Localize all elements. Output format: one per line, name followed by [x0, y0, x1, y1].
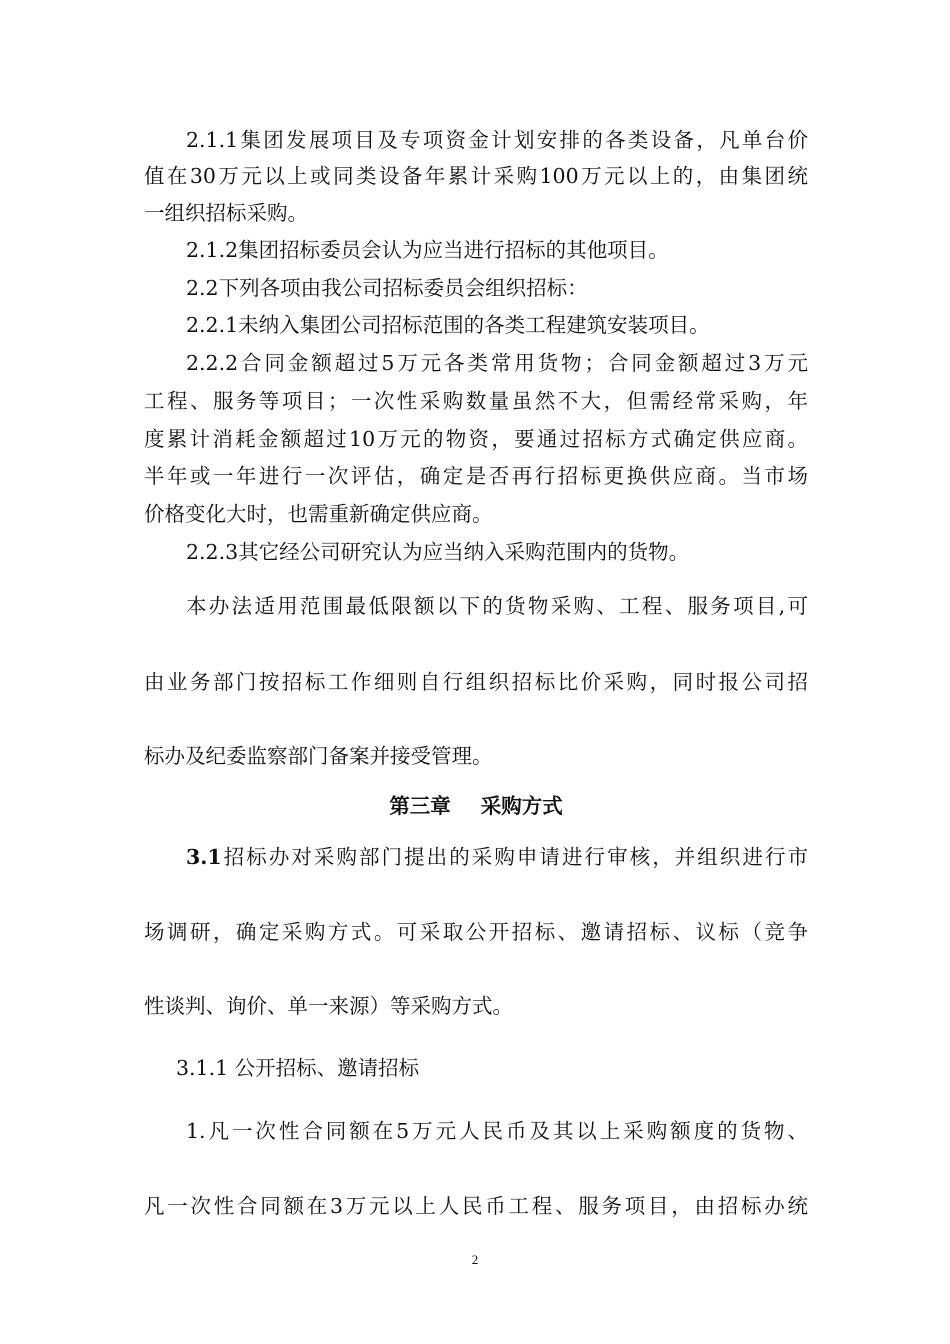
section-text: 招标办对采购部门提出的采购申请进行审核，并组织进行市	[221, 845, 808, 869]
paragraph-line: 半年或一年进行一次评估，确定是否再行招标更换供应商。当市场	[144, 464, 808, 488]
paragraph-line: 1.凡一次性合同额在5万元人民币及其以上采购额度的货物、	[186, 1119, 808, 1143]
paragraph-line: 一组织招标采购。	[144, 201, 308, 225]
paragraph-line: 凡一次性合同额在3万元以上人民币工程、服务项目，由招标办统	[144, 1194, 808, 1218]
paragraph-line: 2.1.1集团发展项目及专项资金计划安排的各类设备，凡单台价	[186, 128, 808, 152]
chapter-heading	[144, 791, 808, 821]
paragraph-line: 性谈判、询价、单一来源）等采购方式。	[144, 994, 513, 1018]
paragraph-line: 2.2.1未纳入集团公司招标范围的各类工程建筑安装项目。	[186, 313, 710, 337]
paragraph-line: 2.2.3其它经公司研究认为应当纳入采购范围内的货物。	[186, 540, 690, 564]
paragraph-line: 值在30万元以上或同类设备年累计采购100万元以上的，由集团统	[144, 164, 808, 188]
paragraph-line: 本办法适用范围最低限额以下的货物采购、工程、服务项目,可	[186, 594, 808, 618]
paragraph-line: 工程、服务等项目；一次性采购数量虽然不大，但需经常采购，年	[144, 389, 808, 413]
chapter-title: 采购方式	[480, 794, 563, 818]
section-number: 3.1	[186, 845, 222, 869]
paragraph-line: 由业务部门按招标工作细则自行组织招标比价采购，同时报公司招	[144, 670, 808, 694]
paragraph-line: 2.2下列各项由我公司招标委员会组织招标：	[186, 276, 588, 300]
paragraph-line: 2.1.2集团招标委员会认为应当进行招标的其他项目。	[186, 238, 669, 262]
chapter-number: 第三章	[389, 794, 451, 818]
page-number: 2	[471, 1252, 479, 1267]
paragraph-line: 标办及纪委监察部门备案并接受管理。	[144, 744, 493, 768]
paragraph-line: 场调研，确定采购方式。可采取公开招标、邀请招标、议标（竞争	[144, 920, 808, 944]
paragraph-line: 价格变化大时，也需重新确定供应商。	[144, 502, 493, 526]
paragraph-line: 2.2.2合同金额超过5万元各类常用货物；合同金额超过3万元	[186, 351, 808, 375]
paragraph-line: 度累计消耗金额超过10万元的物资，要通过招标方式确定供应商。	[144, 427, 808, 451]
section-3-1-line	[186, 842, 808, 872]
subsection-heading: 3.1.1 公开招标、邀请招标	[176, 1056, 420, 1080]
